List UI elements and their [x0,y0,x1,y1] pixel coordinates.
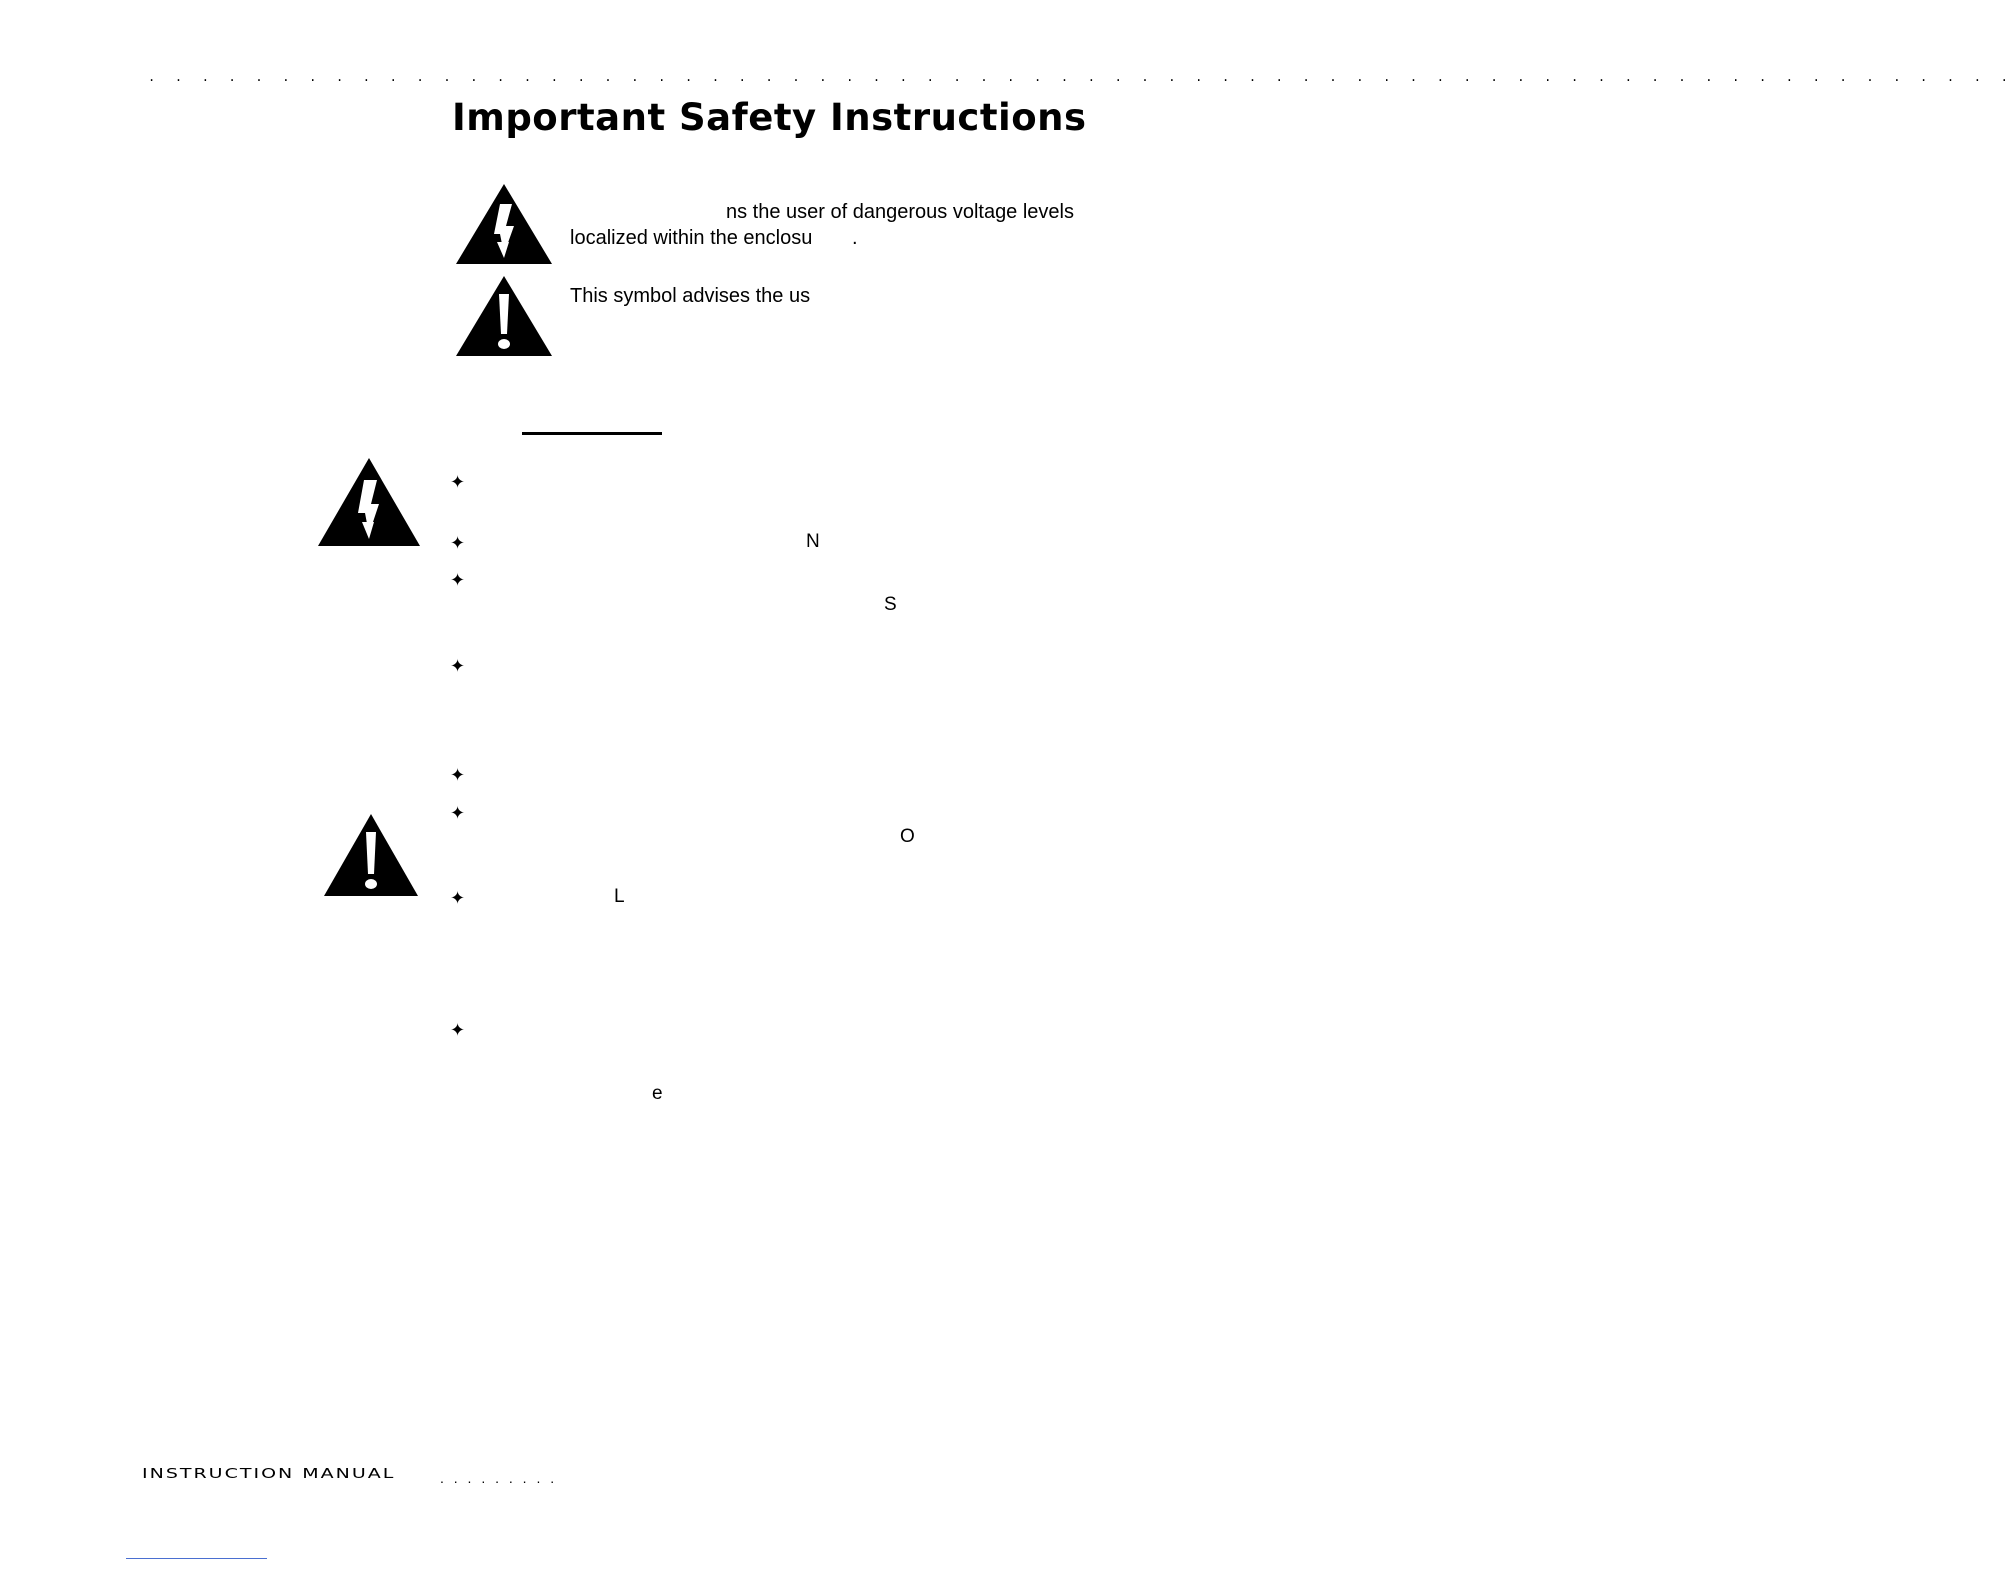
bottom-link-rule [126,1558,267,1559]
bullet-5: ✦ [450,765,466,785]
bullet-1: ✦ [450,472,466,492]
lightning-warning-icon [454,182,554,266]
bullet-3-fragment: S [884,594,897,615]
footer-manual-title: INSTRUCTION MANUAL [142,1466,396,1482]
lightning-warning-icon [316,456,422,548]
symbol-1-text-line-2-tail: . [852,227,858,249]
bullet-6: ✦ [450,803,466,823]
bullet-3: ✦ [450,570,466,590]
bullet-2: ✦ [450,533,466,553]
symbol-1-text-line-1: ns the user of dangerous voltage levels [726,201,1074,223]
symbol-1-text-line-2: localized within the enclosu [570,227,813,249]
page-title: Important Safety Instructions [452,96,1087,139]
exclamation-warning-icon [454,274,554,358]
bullet-6-fragment: O [900,826,915,847]
bullet-2-fragment: N [806,531,820,552]
bullet-8-fragment: e [652,1083,663,1104]
top-dotted-rule: . . . . . . . . . . . . . . . . . . . . . . . . . . . . . . . . . . . . . . . . . . . . . . . . . . . . . . . . . . . . . . . . . . . . . . [148,70,2014,84]
symbol-2-text-line-1: This symbol advises the us [570,285,811,307]
bullet-7: ✦ [450,888,466,908]
bullet-4: ✦ [450,656,466,676]
section-heading-underline [522,432,662,435]
bullet-8: ✦ [450,1020,466,1040]
exclamation-warning-icon [322,812,420,898]
footer-dotted-rule: . . . . . . . . . [440,1470,558,1486]
bullet-7-fragment: L [614,886,625,907]
